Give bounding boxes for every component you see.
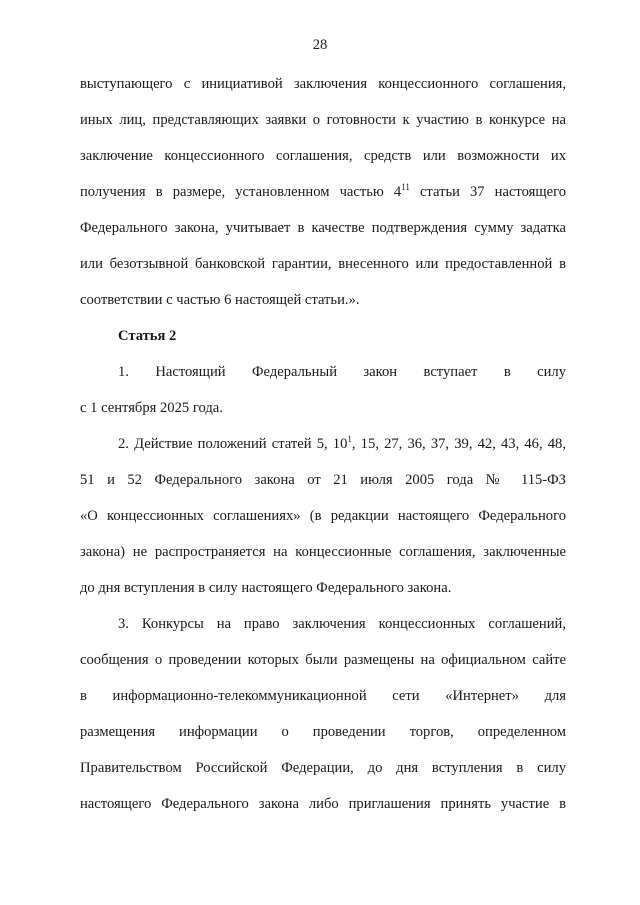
text-line: 51 и 52 Федерального закона от 21 июля 2005 года № 115-ФЗ [80, 472, 566, 488]
text-line: соответствии с частью 6 настоящей статьи.». [80, 292, 360, 308]
text-line [118, 434, 566, 454]
article-heading: Статья 2 [118, 328, 177, 344]
text-line: 3. Конкурсы на право заключения концессионных соглашений, [118, 616, 566, 632]
text-line: в информационно-телекоммуникационной сети «Интернет» для [80, 688, 566, 704]
text-line: сообщения о проведении которых были размещены на официальном сайте [80, 652, 566, 668]
text-line: с 1 сентября 2025 года. [80, 400, 223, 416]
text-line: выступающего с инициативой заключения концессионного соглашения, [80, 76, 566, 92]
text-line: Федерального закона, учитывает в качестве подтверждения сумму задатка [80, 220, 566, 236]
text-segment: получения в размере, установленном частью 4 [80, 184, 402, 200]
text-line [80, 182, 566, 202]
superscript: 1 [347, 434, 352, 444]
text-line: «О концессионных соглашениях» (в редакции настоящего Федерального [80, 508, 566, 524]
text-line: или безотзывной банковской гарантии, внесенного или предоставленной в [80, 256, 566, 272]
text-line: Правительством Российской Федерации, до дня вступления в силу [80, 760, 566, 776]
text-segment: , 15, 27, 36, 37, 39, 42, 43, 46, 48, [351, 436, 567, 452]
text-line: иных лиц, представляющих заявки о готовности к участию в конкурсе на [80, 112, 566, 128]
text-line: настоящего Федерального закона либо приглашения принять участие в [80, 796, 566, 812]
superscript: 11 [401, 182, 410, 192]
text-line: заключение концессионного соглашения, средств или возможности их [80, 148, 566, 164]
text-line: 1. Настоящий Федеральный закон вступает в силу [118, 364, 566, 380]
text-line: закона) не распространяется на концессионные соглашения, заключенные [80, 544, 566, 560]
text-segment: статьи 37 настоящего [409, 184, 566, 200]
page-number: 28 [312, 37, 328, 53]
text-line: до дня вступления в силу настоящего Федерального закона. [80, 580, 452, 596]
text-line: размещения информации о проведении торгов, определенном [80, 724, 566, 740]
text-segment: 2. Действие положений статей 5, 10 [118, 436, 348, 452]
